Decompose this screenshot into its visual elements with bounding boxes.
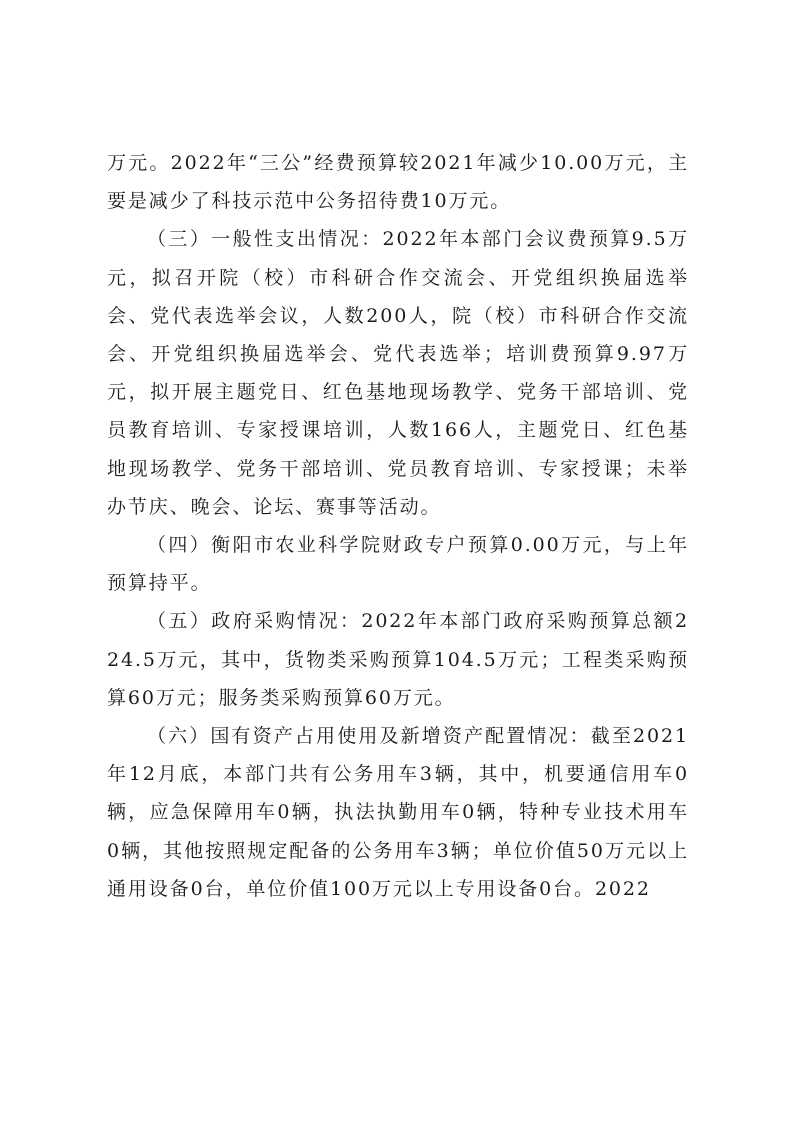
paragraph-general-expenditure: （三）一般性支出情况：2022年本部门会议费预算9.5万元，拟召开院（校）市科研合作交流会、开党组织换届选举会、党代表选举会议，人数200人，院（校）市科研合作交流会、开党组织换届选举会、党代表选举；培训费预算9.97万元，拟开展主题党日、红色基地现场教学、党务干部培训、党员教育培训、专家授课培训，人数166人，主题党日、红色基地现场教学、党务干部培训、党员教育培训、专家授课；未举办节庆、晚会、论坛、赛事等活动。 <box>107 228 689 518</box>
document-body <box>107 144 689 908</box>
paragraph-three-public-funds: 万元。2022年“三公”经费预算较2021年减少10.00万元，主要是减少了科技示范中公务招待费10万元。 <box>107 152 689 213</box>
paragraph-state-assets: （六）国有资产占用使用及新增资产配置情况：截至2021年12月底，本部门共有公务用车3辆，其中，机要通信用车0辆，应急保障用车0辆，执法执勤用车0辆，特种专业技术用车0辆，其他按照规定配备的公务用车3辆；单位价值50万元以上通用设备0台，单位价值100万元以上专用设备0台。2022 <box>107 725 689 900</box>
paragraph-government-procurement: （五）政府采购情况：2022年本部门政府采购预算总额224.5万元，其中，货物类采购预算104.5万元；工程类采购预算60万元；服务类采购预算60万元。 <box>107 610 689 709</box>
paragraph-special-account: （四）衡阳市农业科学院财政专户预算0.00万元，与上年预算持平。 <box>107 534 689 595</box>
